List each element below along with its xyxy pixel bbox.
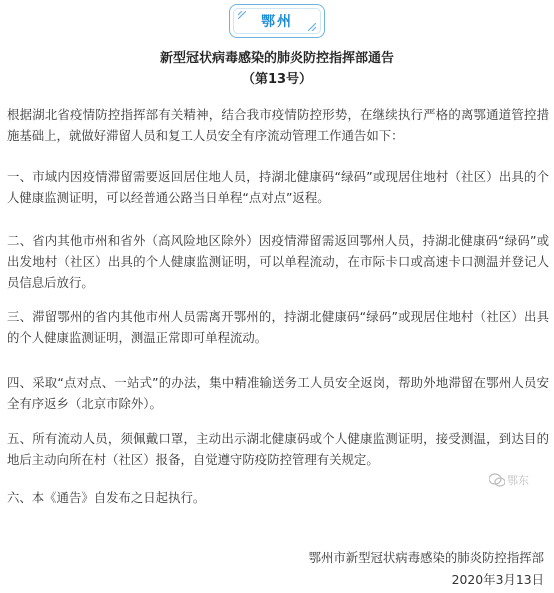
- corner-decoration-icon: [308, 23, 316, 31]
- signature-organization: 鄂州市新型冠状病毒感染的肺炎防控指挥部: [308, 550, 544, 565]
- item-paragraph-1: 一、市域内因疫情滞留需要返回居住地人员，持湖北健康码“绿码”或现居住地村（社区）出具的个人健康监测证明，可以经普通公路当日单程“点对点”返程。: [7, 169, 549, 205]
- watermark-text: 鄂东: [507, 474, 529, 487]
- notice-title: 新型冠状病毒感染的肺炎防控指挥部通告: [159, 51, 394, 66]
- city-badge: [229, 4, 325, 38]
- header-badge-container: [0, 4, 554, 38]
- badge-label: 鄂州: [261, 14, 293, 30]
- item-paragraph-6: 六、本《通告》自发布之日起执行。: [7, 490, 206, 505]
- wechat-icon: [489, 473, 505, 487]
- notice-number: （第13号）: [241, 72, 313, 87]
- signature-date: 2020年3月13日: [451, 572, 544, 587]
- corner-decoration-icon: [238, 11, 246, 19]
- item-paragraph-4: 四、采取“点对点、一站式”的办法，集中精准输送务工人员安全返岗，帮助外地滞留在鄂州人员安全有序返乡（北京市除外）。: [7, 375, 549, 411]
- item-paragraph-2: 二、省内其他市州和省外（高风险地区除外）因疫情滞留需返回鄂州人员，持湖北健康码“绿码”或出发地村（社区）出具的个人健康监测证明，可以单程流动，在市际卡口或高速卡口测温并登记人员信息后放行。: [7, 233, 549, 290]
- item-paragraph-3: 三、滞留鄂州的省内其他市州人员需离开鄂州的，持湖北健康码“绿码”或现居住地村（社区）出具的个人健康监测证明，测温正常即可单程流动。: [7, 309, 549, 345]
- intro-paragraph: 根据湖北省疫情防控指挥部有关精神，结合我市疫情防控形势，在继续执行严格的离鄂通道管控措施基础上，就做好滞留人员和复工人员安全有序流动管理工作通告如下：: [7, 107, 549, 143]
- watermark: [489, 470, 553, 490]
- item-paragraph-5: 五、所有流动人员，须佩戴口罩，主动出示湖北健康码或个人健康监测证明，接受测温，到达目的地后主动向所在村（社区）报备，自觉遵守防疫防控管理有关规定。: [7, 431, 549, 467]
